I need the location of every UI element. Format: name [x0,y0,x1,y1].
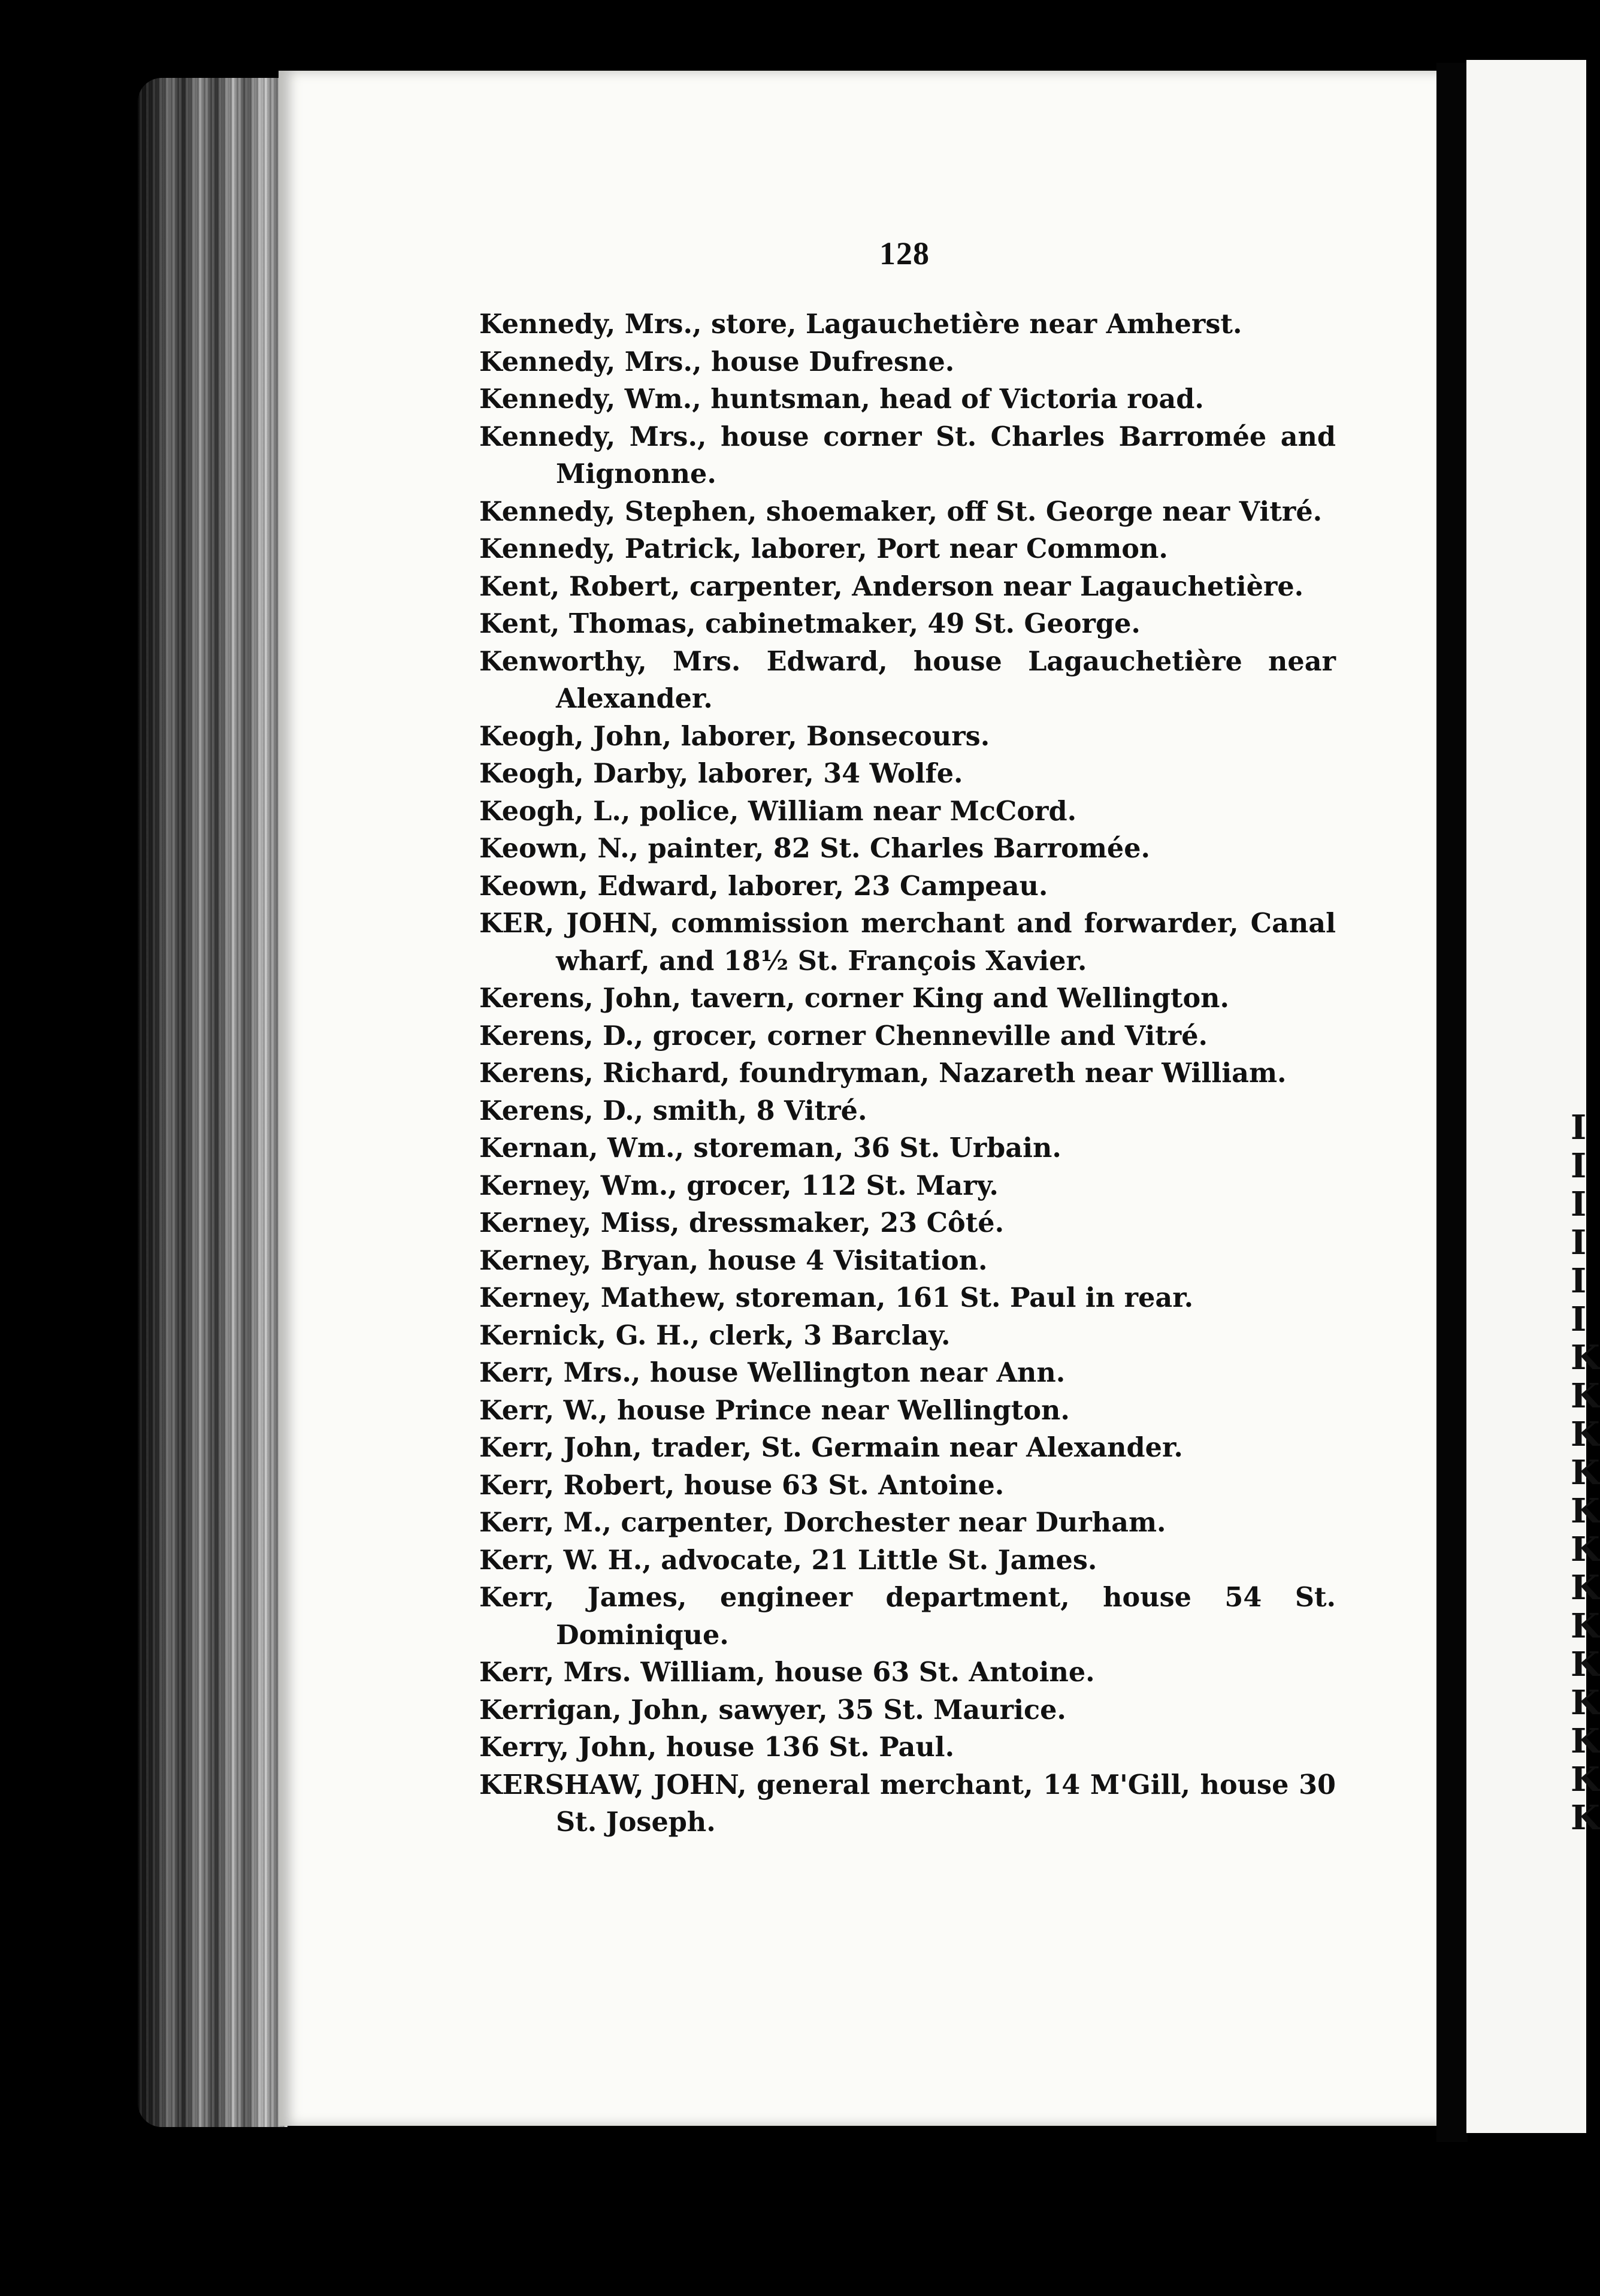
directory-entry: Kerr, James, engineer department, house 54 St. Dominique. [479,1582,1336,1651]
directory-entry: Kerrigan, John, sawyer, 35 St. Maurice. [479,1694,1066,1726]
directory-entry: Kennedy, Mrs., house corner St. Charles Barromée and Mignonne. [479,421,1336,490]
directory-entry: Keogh, L., police, William near McCord. [479,795,1077,827]
book-page-edges [138,78,288,2127]
directory-entry: Kerry, John, house 136 St. Paul. [479,1732,955,1763]
facing-page-letter: K [1571,1453,1600,1493]
directory-entry: Kerney, Bryan, house 4 Visitation. [479,1244,988,1276]
facing-page-letter: K [1571,1798,1600,1838]
directory-entry: Keown, N., painter, 82 St. Charles Barromée. [479,833,1151,864]
directory-entry: Kerr, Mrs. William, house 63 St. Antoine. [479,1657,1095,1688]
facing-page-letter: K [1571,1645,1600,1684]
directory-entry: Kerr, Mrs., house Wellington near Ann. [479,1357,1066,1388]
directory-entry: Kent, Thomas, cabinetmaker, 49 St. George. [479,608,1141,639]
directory-entry: Kerney, Wm., grocer, 112 St. Mary. [479,1170,999,1201]
directory-entry: Keown, Edward, laborer, 23 Campeau. [479,870,1048,902]
facing-page-letter: I [1571,1146,1587,1186]
directory-entry: Kerens, John, tavern, corner King and Wellington. [479,983,1230,1014]
facing-page-letter: K [1571,1415,1600,1454]
directory-entry: Kennedy, Mrs., store, Lagauchetière near Amherst. [479,309,1242,340]
directory-entry: Kerens, D., smith, 8 Vitré. [479,1095,867,1126]
facing-page [1466,60,1600,2133]
directory-entry: KER, JOHN, commission merchant and forwarder, Canal wharf, and 18½ St. François Xavier. [479,908,1336,977]
facing-page-letter: I [1571,1261,1587,1301]
directory-entry: Kernan, Wm., storeman, 36 St. Urbain. [479,1132,1061,1164]
directory-entry: Kerens, D., grocer, corner Chenneville and Vitré. [479,1020,1208,1052]
facing-page-letter: K [1571,1491,1600,1531]
directory-entry: Kerr, W., house Prince near Wellington. [479,1394,1070,1426]
directory-entry: Kerr, Robert, house 63 St. Antoine. [479,1469,1005,1501]
directory-entry: Kennedy, Mrs., house Dufresne. [479,346,955,377]
directory-entries [479,306,1336,1841]
directory-entry: Kerr, M., carpenter, Dorchester near Durham. [479,1507,1166,1538]
facing-page-letters [1571,1108,1600,1838]
directory-entry: Kerr, W. H., advocate, 21 Little St. James. [479,1544,1097,1576]
facing-page-letter: K [1571,1338,1600,1377]
facing-page-letter: K [1571,1721,1600,1761]
facing-page-letter: K [1571,1760,1600,1799]
facing-page-letter: I [1571,1223,1587,1262]
directory-entry: Kerr, John, trader, St. Germain near Alexander. [479,1432,1183,1463]
directory-entry: Kennedy, Stephen, shoemaker, off St. George near Vitré. [479,496,1323,527]
directory-entry: Kennedy, Patrick, laborer, Port near Common. [479,533,1168,564]
facing-page-letter: K [1571,1530,1600,1569]
directory-entry: KERSHAW, JOHN, general merchant, 14 M'Gill, house 30 St. Joseph. [479,1769,1336,1838]
page-edge-texture [138,78,288,2127]
facing-page-letter: I [1571,1185,1587,1224]
directory-entry: Kenworthy, Mrs. Edward, house Lagauchetière near Alexander. [479,645,1336,714]
directory-entry: Kent, Robert, carpenter, Anderson near Lagauchetière. [479,570,1304,602]
directory-entry: Kerney, Mathew, storeman, 161 St. Paul in rear. [479,1282,1194,1313]
directory-entry: Kernick, G. H., clerk, 3 Barclay. [479,1319,951,1351]
directory-entry: Kerney, Miss, dressmaker, 23 Côté. [479,1207,1005,1238]
facing-page-letter: K [1571,1568,1600,1608]
facing-page-letter: I [1571,1300,1587,1339]
page-number: 128 [879,235,930,271]
facing-page-letter: K [1571,1606,1600,1646]
directory-entry: Keogh, Darby, laborer, 34 Wolfe. [479,758,963,789]
facing-page-letter: K [1571,1376,1600,1416]
directory-entry: Kerens, Richard, foundryman, Nazareth near William. [479,1058,1287,1089]
book-gutter [1436,63,1468,2142]
directory-entry: Keogh, John, laborer, Bonsecours. [479,720,990,752]
facing-page-letter: I [1571,1108,1587,1147]
facing-page-letter: K [1571,1683,1600,1723]
directory-entry: Kennedy, Wm., huntsman, head of Victoria road. [479,383,1204,415]
